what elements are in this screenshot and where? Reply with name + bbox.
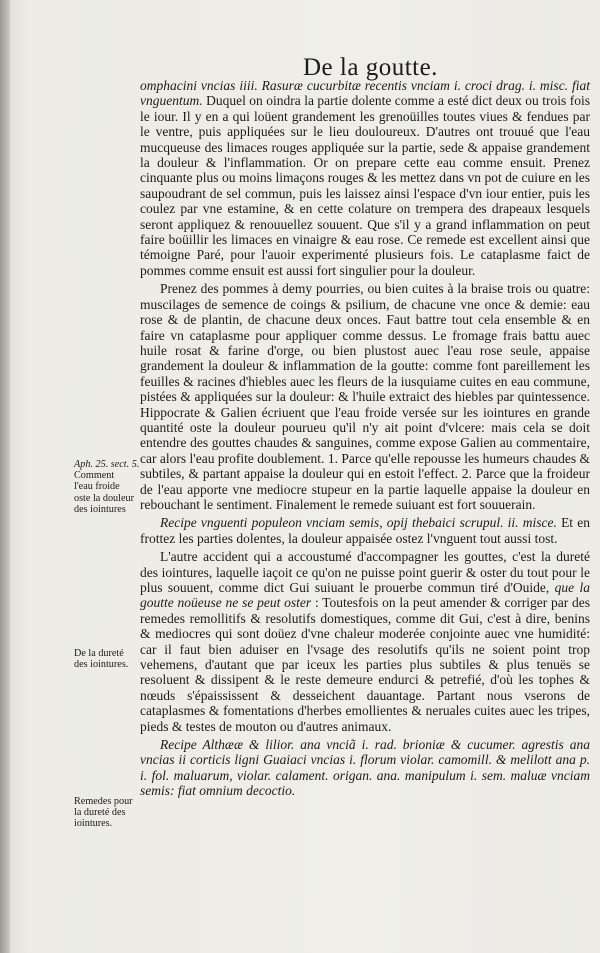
margin-note-line: Remedes pour: [74, 796, 133, 807]
margin-note-line: des iointures.: [74, 659, 129, 671]
body-text: Et en frottez les parties dolentes, la douleur appaisée ostez l'vnguent tout aussi tost.: [140, 515, 590, 546]
margin-note-line: des iointures: [74, 503, 126, 515]
margin-note-line: la dureté des: [74, 807, 126, 819]
paragraph: [140, 737, 590, 799]
margin-note-remedies: [74, 796, 142, 830]
margin-note-line: De la dureté: [74, 648, 124, 659]
main-text-column: [140, 78, 590, 802]
aphorism-reference: Aph. 25. sect. 5.: [74, 459, 140, 470]
paragraph: [140, 281, 590, 512]
latin-recipe-text: omphacini vncias iiii. Rasuræ cucurbitæ recentis vnciam i. croci drag. i. misc. fiat vnguentum.: [140, 78, 590, 109]
paragraph: [140, 515, 590, 546]
margin-note-hardness: [74, 648, 142, 670]
body-text: Prenez des pommes à demy pourries, ou bien cuites à la braise trois ou quatre: muscilages de semence de coings & psilium, de chacune vne once & demie: eau rose & de plantin, de chacune deux onces. Faut battre tout cela ensemble & en faire vn cataplasme pour appliquer comme dessus. Le fromage frais battu auec huile rosat & farine d'orge, ou bien plustost auec l'eau rose seule, appaise grandement la douleur & inflammation de la goutte: comme font pareillement les feuilles & racines d'hiebles auec les fleurs de la iusquiame cuites en eau commune, pistées & appliquées sur la douleur: & l'huile extraict des hiebles par quintessence. Hippocrate & Galien écriuent que l'eau froide versée sur les iointures en grande quantité oste la douleur pourueu qu'il n'y ait point d'vlcere: mais cela se doit entendre des gouttes chaudes & sanguines, comme expose Galien au commentaire, car alors l'eau profite doublement. 1. Parce qu'elle repousse les humeurs chaudes & subtiles, & partant appaise la douleur qui en estoit l'effect. 2. Parce que la froideur de l'eau apporte vne mediocre stupeur en la partie laquelle appaise la douleur en rebouchant le sentiment. Finalement le remede suiuant est fort souuerain.: [140, 281, 590, 512]
latin-recipe-text: que la goutte noüeuse ne se peut oster: [140, 580, 590, 611]
margin-note-cold-water: [74, 459, 142, 515]
body-text: : Toutesfois on la peut amender & corriger par des remedes remollitifs & resolutifs domestiques, comme dit Gui, c'est à dire, benins & mediocres qui sont doüez d'vne chaleur moderée conjointe auec vne humidité: car il faut bien aduiser en l'vsage des resolutifs qu'ils ne soient point trop vehemens, d'autant que par iceux les parties plus subtiles & plus tenuës se resoluent & dissipent & le reste demeure endurci & petrefié, d'où les tophes & nœuds s'épaississent & desseichent dauantage. Partant nous vserons de cataplasmes & fomentations d'herbes emollientes & neruales cuites auec les tripes, pieds & testes de mouton ou d'autres animaux.: [140, 595, 590, 734]
margin-note-line: Comment: [74, 470, 115, 482]
page-gutter-shadow: [0, 0, 10, 953]
margin-note-line: iointures.: [74, 818, 113, 830]
latin-recipe-text: Recipe vnguenti populeon vnciam semis, opij thebaici scrupul. ii. misce.: [160, 515, 557, 531]
latin-recipe-text: Recipe Althææ & lilior. ana vnciã i. rad. brioniæ & cucumer. agrestis ana vncias ii corticis ligni Guaiaci vncias i. florum violar. camomill. & melilott ana p. i. fol. maluarum, violar. calament. origan. ana. manipulum i. sem. maluæ vnciam semis: fiat omnium decoctio.: [140, 737, 590, 799]
margin-note-line: l'eau froide: [74, 481, 120, 493]
body-text: Duquel on oindra la partie dolente comme a esté dict deux ou trois fois le iour. Il y en a qui loüent grandement les grenoüilles toutes viues & fendues par le ventre, puis appliquées sur le lieu douloureux. D'autres ont trouué que l'eau mucqueuse des limaces rouges appliquée sur la partie, sede & appaise grandement la douleur & l'inflammation. Or on prepare cette eau comme ensuit. Prenez cinquante plus ou moins limaçons rouges & les mettez dans vn pot de cuiure en les saupoudrant de sel commun, puis les laissez ainsi l'espace d'vn iour entier, puis les coulez par vne estamine, & en cette colature on trempera des drapeaux lesquels seront appliquez & renouuellez souuent. Que s'il y a grand inflammation on peut faire boüillir les limaces en vinaigre & eau rose. Ce remede est excellent ainsi que témoigne Paré, pour l'auoir experimenté plusieurs fois. Le cataplasme faict de pommes comme ensuit est aussi fort singulier pour la douleur.: [140, 93, 590, 278]
paragraph: [140, 549, 590, 734]
paragraph: [140, 78, 590, 278]
margin-note-line: oste la douleur: [74, 492, 134, 504]
body-text: L'autre accident qui a accoustumé d'accompagner les gouttes, c'est la dureté des iointures, laquelle iaçoit ce qu'on ne puisse point guerir & oster du tout pour le plus souuent, comme dict Gui suiuant le prouerbe commun tiré d'Ouide,: [140, 549, 590, 595]
running-head: De la goutte.: [303, 54, 438, 81]
